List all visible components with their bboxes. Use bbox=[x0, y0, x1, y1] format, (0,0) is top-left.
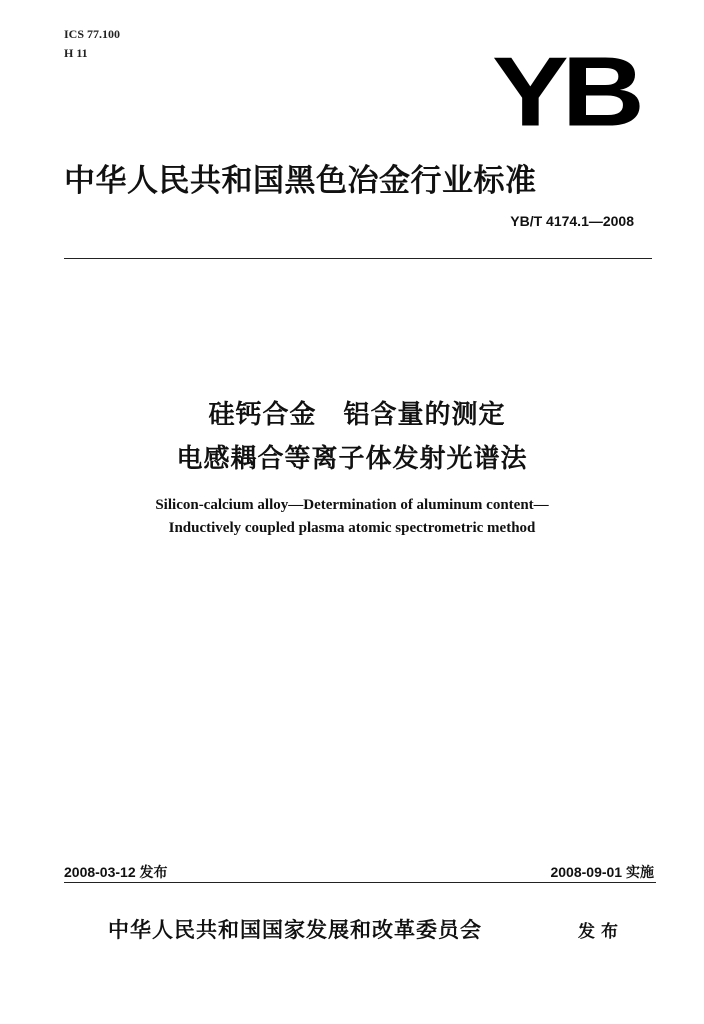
standard-number: YB/T 4174.1—2008 bbox=[510, 213, 634, 229]
ccs-code: H 11 bbox=[64, 46, 88, 60]
footer-divider bbox=[64, 882, 656, 883]
chinese-title-line-2: 电感耦合等离子体发射光谱法 bbox=[176, 444, 528, 474]
issue-date: 2008-03-12 发布 bbox=[64, 864, 168, 880]
publish-label: 发布 bbox=[578, 922, 624, 942]
english-title-line-1: Silicon-calcium alloy—Determination of aluminum content— bbox=[155, 497, 549, 513]
implementation-date: 2008-09-01 实施 bbox=[550, 864, 654, 880]
chinese-title-line-1: 硅钙合金 铝含量的测定 bbox=[208, 400, 506, 430]
header-divider bbox=[64, 258, 652, 259]
ics-code: ICS 77.100 bbox=[64, 27, 121, 41]
yb-logo: YB bbox=[492, 37, 638, 148]
publisher-name: 中华人民共和国国家发展和改革委员会 bbox=[108, 918, 482, 942]
standard-type-heading: 中华人民共和国黑色冶金行业标准 bbox=[64, 163, 537, 199]
english-title-line-2: Inductively coupled plasma atomic spectrometric method bbox=[168, 520, 536, 536]
